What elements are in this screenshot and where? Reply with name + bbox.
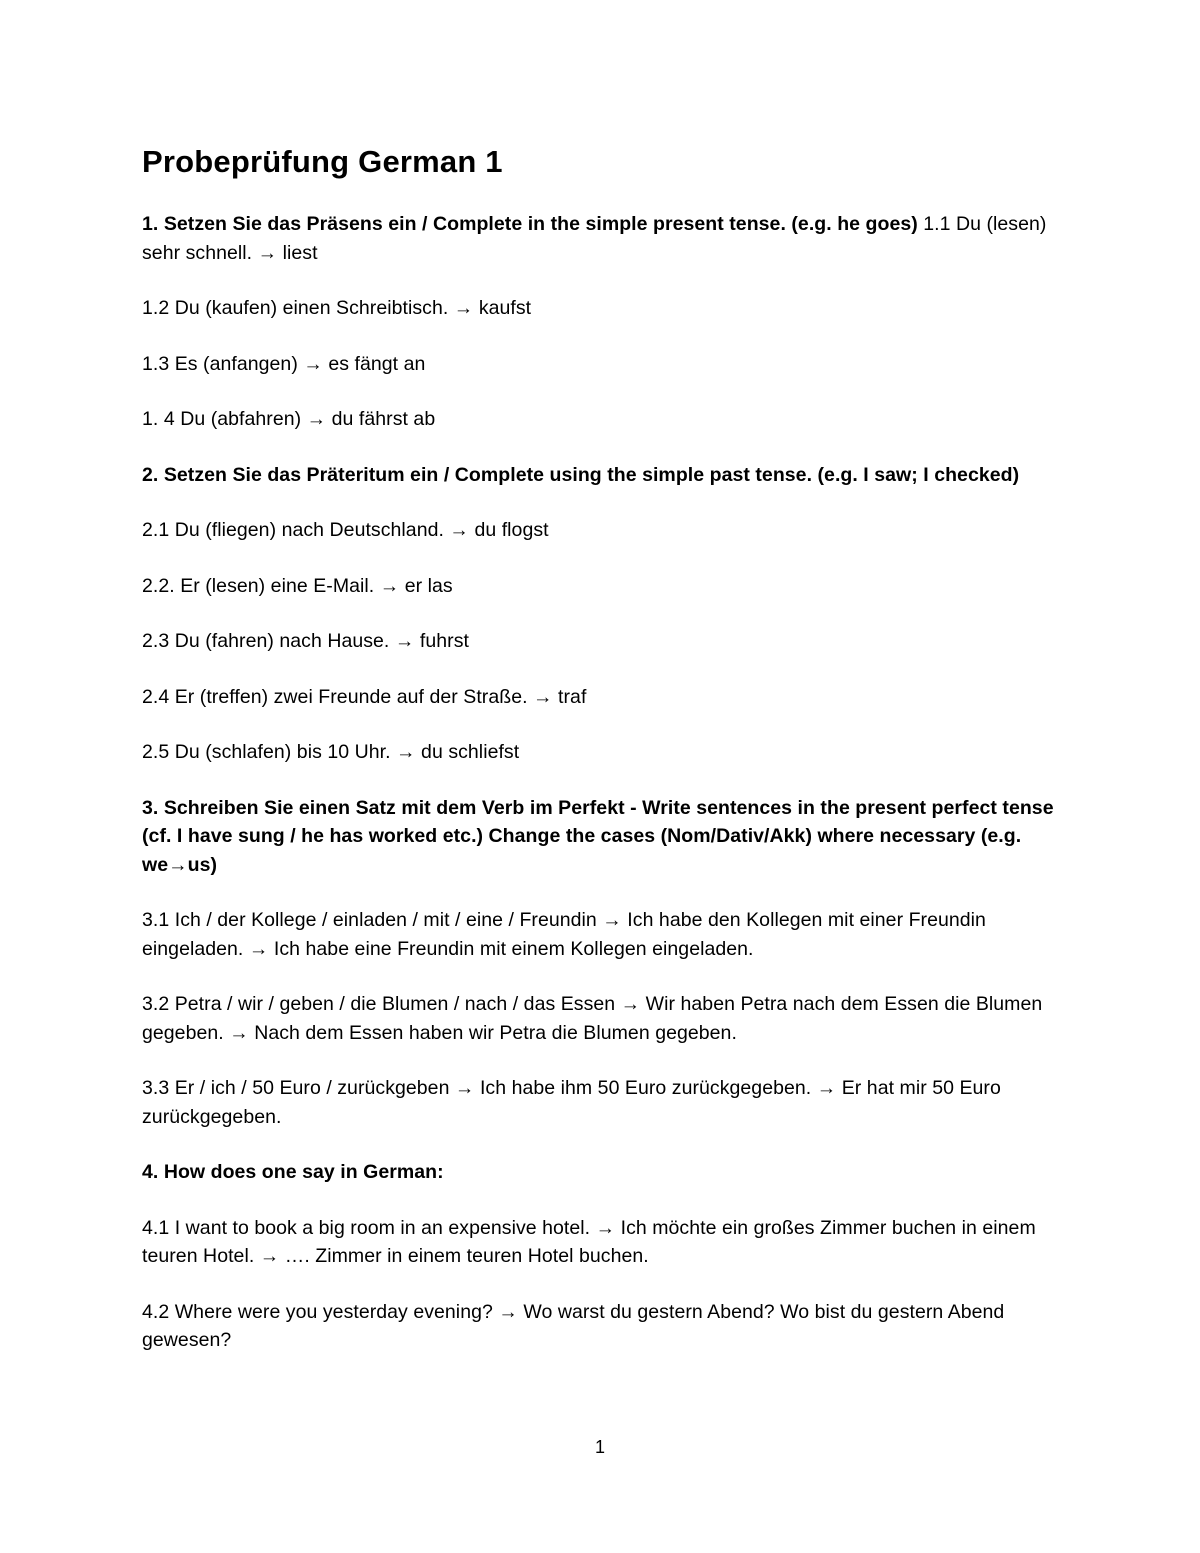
exercise-text: 1.1 Du (lesen) sehr schnell. → liest [142, 213, 1047, 264]
paragraph [142, 210, 1072, 267]
paragraph: 4.1 I want to book a big room in an expensive hotel. → Ich möchte ein großes Zimmer buchen in einem teuren Hotel. → …. Zimmer in einem teuren Hotel buchen. [142, 1216, 1036, 1267]
paragraph: 2.3 Du (fahren) nach Hause. → fuhrst [142, 630, 469, 652]
section-heading: 4. How does one say in German: [142, 1161, 444, 1183]
paragraph: 3.3 Er / ich / 50 Euro / zurückgeben → Ich habe ihm 50 Euro zurückgegeben. → Er hat mir 50 Euro zurückgegeben. [142, 1077, 1001, 1128]
paragraph: 4.2 Where were you yesterday evening? → Wo warst du gestern Abend? Wo bist du gestern Abend gewesen? [142, 1300, 1005, 1351]
paragraph: 1.3 Es (anfangen) → es fängt an [142, 352, 426, 375]
page-number: 1 [594, 1437, 605, 1457]
paragraph: 3.1 Ich / der Kollege / einladen / mit / eine / Freundin → Ich habe den Kollegen mit einer Freundin eingeladen. → Ich habe eine Freundin mit einem Kollegen eingeladen. [142, 909, 986, 960]
section-heading: 3. Schreiben Sie einen Satz mit dem Verb im Perfekt - Write sentences in the present perfect tense (cf. I have sung / he has worked etc.) Change the cases (Nom/Dativ/Akk) where necessary (e.g. we→us) [142, 796, 1054, 876]
paragraph: 2.5 Du (schlafen) bis 10 Uhr. → du schliefst [142, 741, 520, 763]
document-content [142, 142, 1072, 1382]
paragraph: 2.1 Du (fliegen) nach Deutschland. → du flogst [142, 519, 549, 541]
section-heading: 2. Setzen Sie das Präteritum ein / Complete using the simple past tense. (e.g. I saw; I checked) [142, 463, 1020, 486]
paragraph: 3.2 Petra / wir / geben / die Blumen / nach / das Essen → Wir haben Petra nach dem Essen die Blumen gegeben. → Nach dem Essen haben wir Petra die Blumen gegeben. [142, 993, 1043, 1044]
paragraph: 2.4 Er (treffen) zwei Freunde auf der Straße. → traf [142, 685, 587, 708]
paragraph: 2.2. Er (lesen) eine E-Mail. → er las [142, 574, 453, 597]
section-heading: 1. Setzen Sie das Präsens ein / Complete in the simple present tense. (e.g. he goes) [142, 213, 918, 235]
paragraph: 1.2 Du (kaufen) einen Schreibtisch. → kaufst [142, 297, 532, 319]
document-title: Probeprüfung German 1 [142, 144, 503, 179]
paragraph: 1. 4 Du (abfahren) → du fährst ab [142, 408, 436, 430]
